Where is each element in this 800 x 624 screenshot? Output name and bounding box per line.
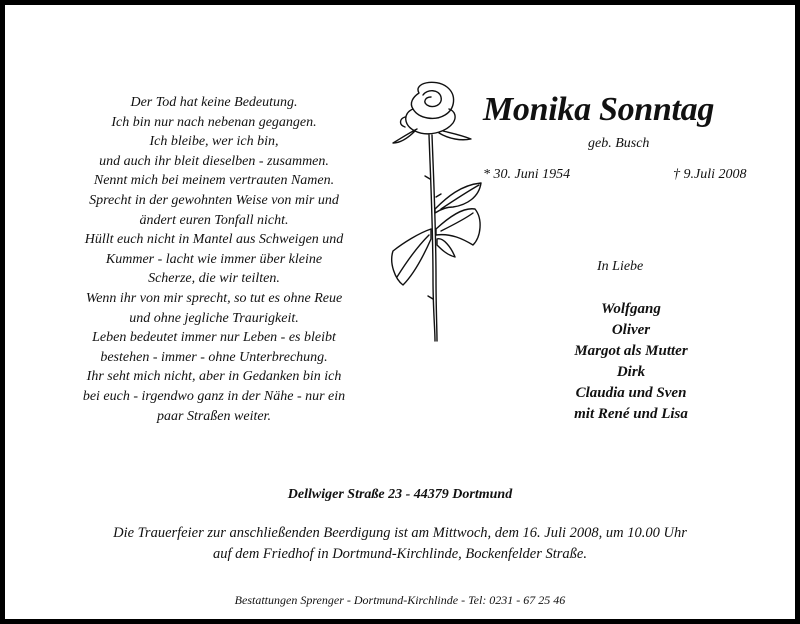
poem-line: Ich bin nur nach nebenan gegangen. [111, 114, 317, 130]
mourner-name: Margot als Mutter [574, 343, 688, 359]
funeral-line: auf dem Friedhof in Dortmund-Kirchlinde, Bockenfelder Straße. [213, 546, 587, 562]
birth-date: * 30. Juni 1954 [483, 167, 571, 182]
poem [33, 93, 395, 426]
poem-line: Ich bleibe, wer ich bin, [149, 134, 279, 150]
mourner-name: Wolfgang [601, 301, 661, 317]
poem-line: Scherze, die wir teilten. [148, 271, 280, 287]
address: Dellwiger Straße 23 - 44379 Dortmund [287, 487, 513, 502]
maiden-name: geb. Busch [588, 136, 650, 151]
funeral-notice [5, 523, 795, 565]
mourner-name: mit René und Lisa [574, 406, 688, 422]
deceased-name: Monika Sonntag [483, 91, 715, 128]
poem-line: Wenn ihr von mir sprecht, so tut es ohne Reue [85, 290, 343, 306]
poem-line: und auch ihr bleit dieselben - zusammen. [99, 153, 329, 169]
poem-line: Leben bedeutet immer nur Leben - es bleibt [92, 330, 336, 346]
poem-line: Ihr seht mich nicht, aber in Gedanken bin ich [86, 369, 342, 385]
poem-line: Kummer - lacht wie immer über kleine [105, 251, 323, 267]
mourner-name: Claudia und Sven [575, 385, 687, 401]
rose-icon [383, 79, 493, 349]
death-date: † 9.Juli 2008 [673, 167, 747, 182]
poem-line: bestehen - immer - ohne Unterbrechung. [100, 349, 328, 365]
mourner-name: Dirk [616, 364, 646, 380]
poem-line: bei euch - irgendwo ganz in der Nähe - nur ein [82, 388, 346, 404]
undertaker-info: Bestattungen Sprenger - Dortmund-Kirchlinde - Tel: 0231 - 67 25 46 [234, 593, 566, 607]
poem-line: Hüllt euch nicht in Mantel aus Schweigen und [84, 232, 344, 248]
mourner-name: Oliver [611, 322, 651, 338]
poem-line: und ohne jegliche Traurigkeit. [129, 310, 299, 326]
poem-line: Der Tod hat keine Bedeutung. [130, 95, 298, 110]
poem-line: Sprecht in der gewohnten Weise von mir und [89, 192, 339, 208]
poem-line: Nennt mich bei meinem vertrauten Namen. [93, 173, 335, 189]
funeral-line: Die Trauerfeier zur anschließenden Beerdigung ist am Mittwoch, dem 16. Juli 2008, um 10.00 Uhr [113, 525, 687, 541]
in-love-label: In Liebe [597, 259, 644, 274]
poem-line: ändert euren Tonfall nicht. [139, 212, 289, 228]
mourners-list [541, 299, 721, 425]
poem-line: paar Straßen weiter. [157, 408, 271, 424]
